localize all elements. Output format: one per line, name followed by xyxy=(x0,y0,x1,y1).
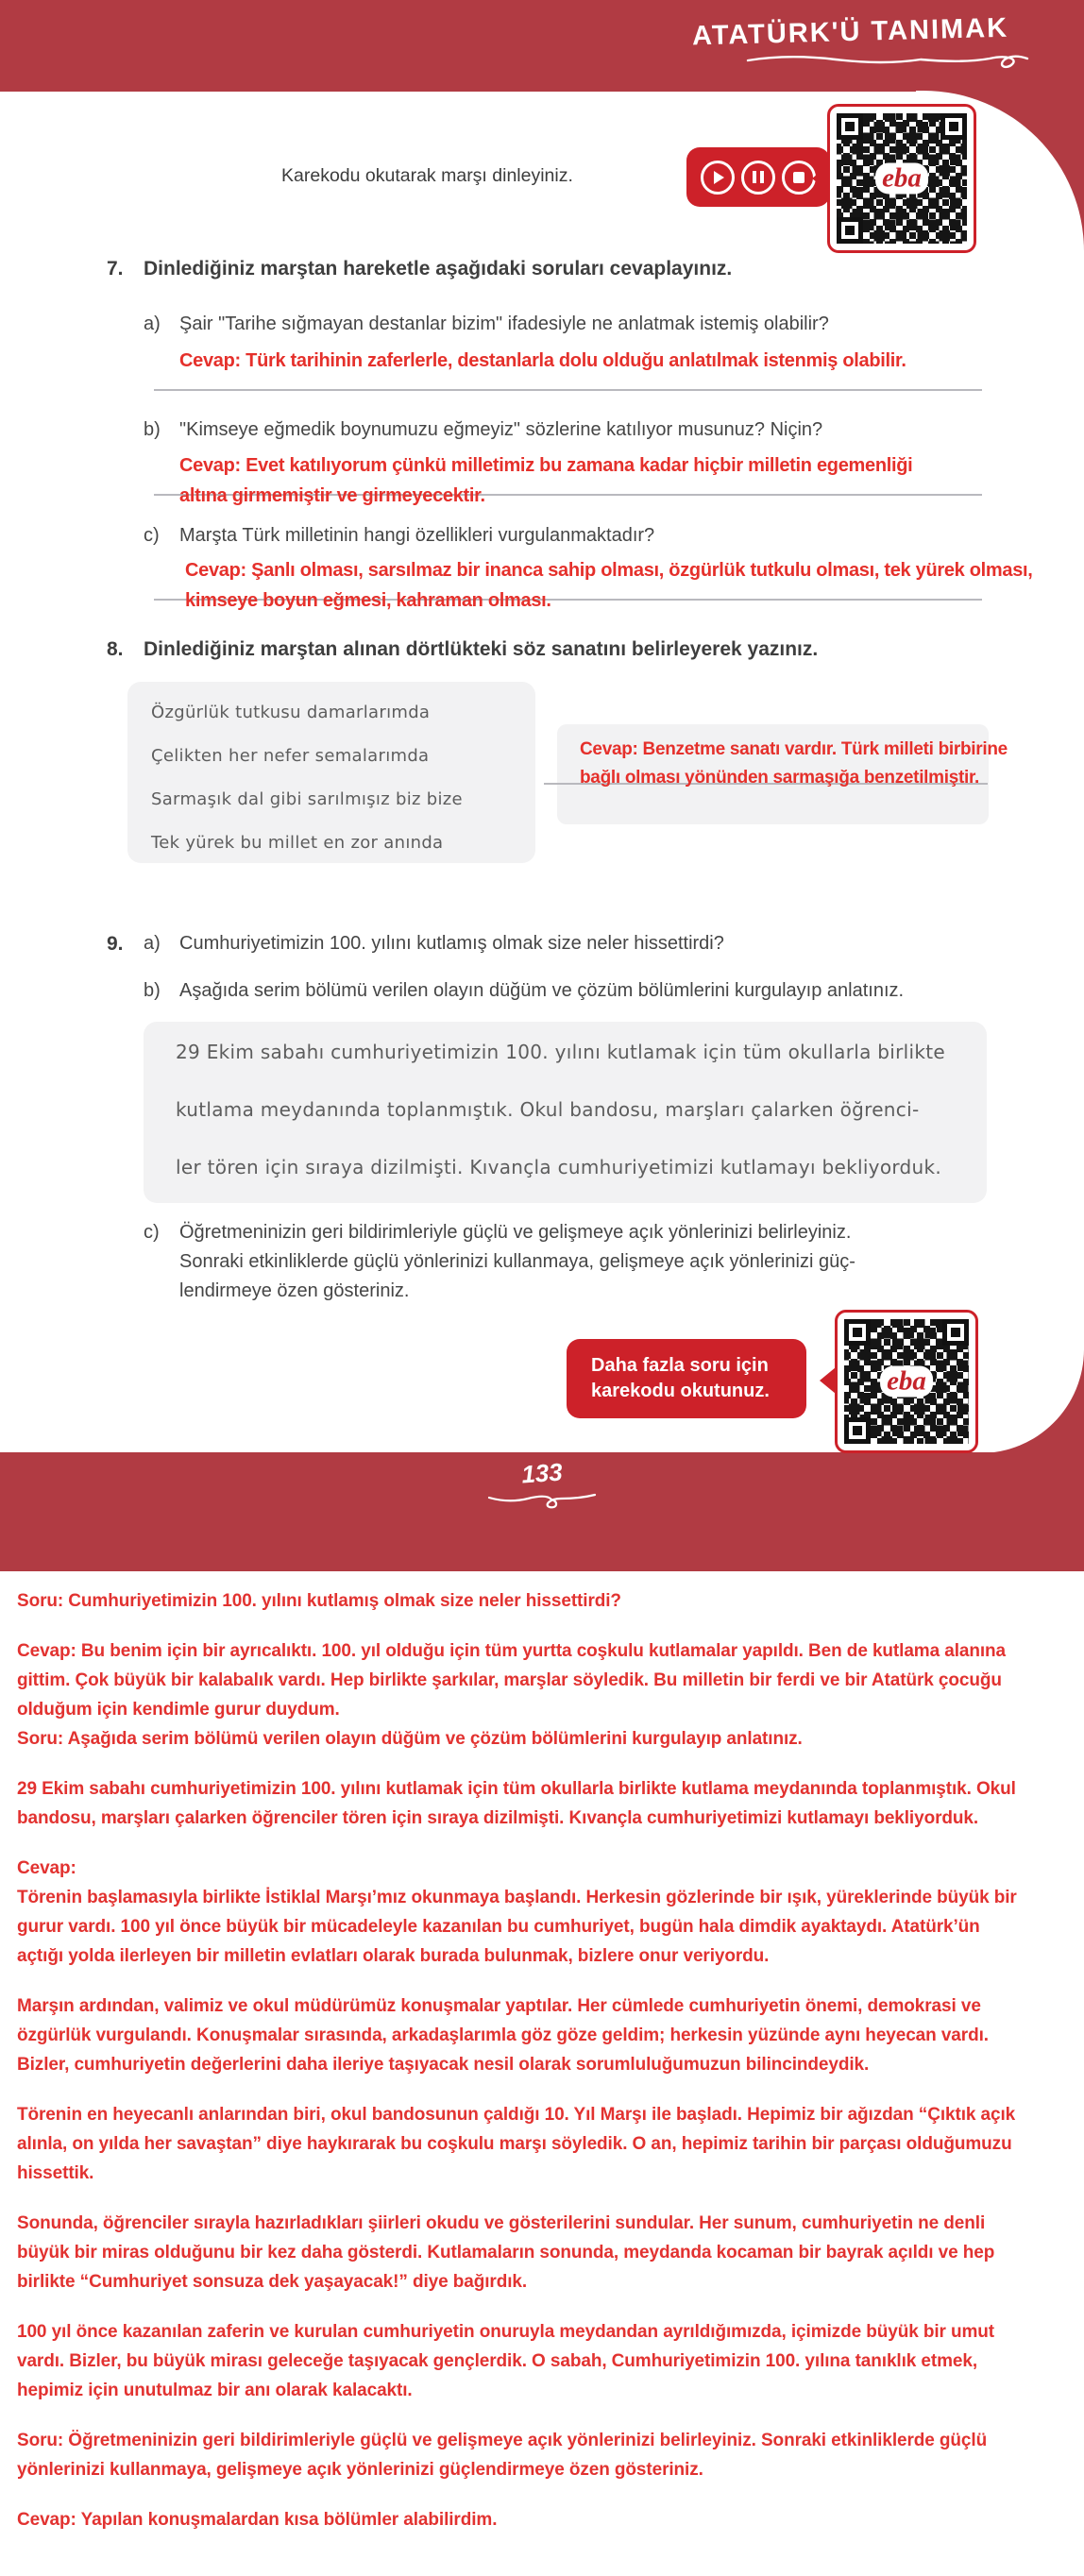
answer-paragraph: 29 Ekim sabahı cumhuriyetimizin 100. yılını kutlamak için tüm okullarla birlikte kutlama meydanında toplanmıştık. Okul bandosu, marşları çalarken öğrenciler tören için sıraya dizilmişti. Kıvançla cumhuriyetimizi kutlamayı bekliyorduk. xyxy=(17,1779,1016,1828)
pause-icon xyxy=(753,171,764,183)
q8-text: Dinlediğiniz marştan alınan dörtlükteki söz sanatını belirleyerek yazınız. xyxy=(144,638,819,660)
footer-band xyxy=(0,1452,1084,1571)
serim-line: ler tören için sıraya dizilmişti. Kıvançla cumhuriyetimizi kutlamayı bekliyorduk. xyxy=(176,1156,942,1178)
q7c-question: Marşta Türk milletinin hangi özellikleri vurgulanmaktadır? xyxy=(179,525,655,546)
answer-paragraph: Marşın ardından, valimiz ve okul müdürümüz konuşmalar yaptılar. Her cümlede cumhuriyetin önemi, demokrasi ve özgürlük vurgulandı. Konuşmalar sırasında, arkadaşlarımla göz göze geldim; herkesin yüzünde aynı heyecan vardı. Bizler, cumhuriyetin değerlerini daha ileriye taşıyacak nesil olarak sorumluluğumuzun bilincindeydik. xyxy=(17,1996,989,2075)
qr-pattern xyxy=(844,1319,969,1444)
pause-button[interactable] xyxy=(741,161,775,195)
answer-paragraph: Cevap: Yapılan konuşmalardan kısa bölümler alabilirdim. xyxy=(17,2510,498,2530)
eba-logo: eba xyxy=(875,163,928,195)
qr-pattern xyxy=(837,113,967,244)
poem-line: Özgürlük tutkusu damarlarımda xyxy=(151,703,431,722)
q9c-line2: Sonraki etkinliklerde güçlü yönlerinizi kullanmaya, gelişmeye açık yönlerinizi güç- xyxy=(179,1251,855,1272)
eba-logo: eba xyxy=(880,1366,933,1398)
play-button[interactable] xyxy=(701,161,735,195)
qr-finder-icon xyxy=(837,113,863,140)
answers-section xyxy=(0,1571,1084,2555)
stop-icon xyxy=(793,172,805,183)
page-number: 133 xyxy=(520,1457,564,1489)
q7b-question: "Kimseye eğmedik boynumuzu eğmeyiz" sözlerine katılıyor musunuz? Niçin? xyxy=(179,419,823,440)
qr-code-listen xyxy=(827,104,976,253)
q7b-label: b) xyxy=(144,419,161,440)
q9a-label: a) xyxy=(144,933,161,954)
answer-paragraph: Cevap: Bu benim için bir ayrıcalıktı. 100. yıl olduğu için tüm yurtta coşkulu kutlamalar yapıldı. Ben de kutlama alanına gittim. Çok büyük bir kalabalık vardı. Hep birlikte şarkılar, marşlar söyledik. Bu milletin bir ferdi ve bir Atatürk çocuğu olduğum için kendimle gurur duydum. xyxy=(17,1641,1007,1720)
qr-finder-icon xyxy=(837,217,863,244)
qr-finder-icon xyxy=(844,1417,871,1444)
qr-code-more-questions xyxy=(835,1310,978,1453)
q7a-question: Şair "Tarihe sığmayan destanlar bizim" ifadesiyle ne anlatmak istemiş olabilir? xyxy=(179,314,829,334)
q9-number: 9. xyxy=(107,933,124,955)
answer-paragraph: Soru: Aşağıda serim bölümü verilen olayın düğüm ve çözüm bölümlerini kurgulayıp anlatınız. xyxy=(17,1729,803,1749)
answer-paragraph: 100 yıl önce kazanılan zaferin ve kurulan cumhuriyetin onuruyla meydandan ayrıldığımızda, içimizde büyük bir umut vardı. Bizler, bu büyük mirası geleceğe taşıyacak gençlerdik. O sabah, Cumhuriyetimizin 100. yılına tanıklık etmek, hepimiz için unutulmaz bir anı olarak kalacaktı. xyxy=(17,2322,995,2400)
qr-pointer-icon xyxy=(812,165,828,192)
qr-finder-icon xyxy=(940,113,967,140)
callout-line1: Daha fazla soru için xyxy=(591,1355,769,1376)
q9c-line1: Öğretmeninizin geri bildirimleriyle güçlü ve gelişmeye açık yönlerinizi belirleyiniz. xyxy=(179,1222,852,1243)
q7c-label: c) xyxy=(144,525,160,546)
qr-finder-icon xyxy=(942,1319,969,1346)
q9b-label: b) xyxy=(144,980,161,1001)
answer-line xyxy=(154,389,982,391)
q7a-label: a) xyxy=(144,314,161,334)
qr-finder-icon xyxy=(844,1319,871,1346)
serim-line: 29 Ekim sabahı cumhuriyetimizin 100. yılını kutlamak için tüm okullarla birlikte xyxy=(176,1041,946,1063)
serim-line: kutlama meydanında toplanmıştık. Okul bandosu, marşları çalarken öğrenci- xyxy=(176,1098,920,1121)
q7c-answer-line1: Cevap: Şanlı olması, sarsılmaz bir inanca sahip olması, özgürlük tutkulu olması, tek yürek olması, xyxy=(185,560,1033,581)
answer-paragraph: Törenin en heyecanlı anlarından biri, okul bandosunun çaldığı 10. Yıl Marşı ile başladı. Hepimiz bir ağızdan “Çıktık açık alınla, on yılda her savaştan” diye haykırarak bu coşkulu marşı söyledik. O an, hepimiz tarihin bir parçası olduğumuzu hissettik. xyxy=(17,2105,1016,2183)
q9b-question: Aşağıda serim bölümü verilen olayın düğüm ve çözüm bölümlerini kurgulayıp anlatınız. xyxy=(179,980,905,1001)
answer-paragraph: Soru: Cumhuriyetimizin 100. yılını kutlamış olmak size neler hissettirdi? xyxy=(17,1591,621,1611)
callout-line2: karekodu okutunuz. xyxy=(591,1381,770,1401)
q9c-label: c) xyxy=(144,1222,160,1243)
audio-player xyxy=(686,147,830,207)
poem-line: Çelikten her nefer semalarımda xyxy=(151,746,430,766)
play-icon xyxy=(714,171,724,184)
more-questions-callout xyxy=(567,1339,806,1418)
q7b-answer-line1: Cevap: Evet katılıyorum çünkü milletimiz bu zamana kadar hiçbir milletin egemenliği xyxy=(179,455,913,476)
q7b-answer-line2: altına girmemiştir ve girmeyecektir. xyxy=(179,485,485,506)
q8-number: 8. xyxy=(107,638,124,660)
poem-line: Tek yürek bu millet en zor anında xyxy=(151,833,444,853)
unit-title: ATATÜRK'Ü TANIMAK xyxy=(691,12,1009,52)
page-number-squiggle-icon xyxy=(485,1490,599,1515)
q7c-answer-line2: kimseye boyun eğmesi, kahraman olması. xyxy=(185,590,551,611)
q9a-question: Cumhuriyetimizin 100. yılını kutlamış olmak size neler hissettirdi? xyxy=(179,933,724,954)
q9c-line3: lendirmeye özen gösteriniz. xyxy=(179,1280,410,1301)
answer-paragraph: Törenin başlamasıyla birlikte İstiklal Marşı’mız okunmaya başlandı. Herkesin gözlerinde bir ışık, yüreklerinde büyük bir gurur vardı. 100 yıl önce büyük bir mücadeleyle kazanılan bu cumhuriyet, bugün hala dimdik ayaktaydı. Atatürk’ün açtığı yolda ilerleyen bir milletin evlatları olarak burada bulunmak, bizlere onur veriyordu. xyxy=(17,1888,1017,1966)
q8-answer-line2: bağlı olması yönünden sarmaşığa benzetilmiştir. xyxy=(580,768,980,788)
q8-answer-line1: Cevap: Benzetme sanatı vardır. Türk milleti birbirine xyxy=(580,739,1008,759)
answer-paragraph: Cevap: xyxy=(17,1858,76,1878)
q7a-answer: Cevap: Türk tarihinin zaferlerle, destanlarla dolu olduğu anlatılmak istenmiş olabilir. xyxy=(179,350,906,371)
title-underline-squiggle-icon xyxy=(746,51,1029,76)
answer-paragraph: Sonunda, öğrenciler sırayla hazırladıkları şiirleri okudu ve gösterilerini sundular. Her sunum, cumhuriyetin ne denli büyük bir miras olduğunu bir kez daha gösterdi. Kutlamaların sonunda, meydanda kocaman bir bayrak açıldı ve hep birlikte “Cumhuriyet sonsuza dek yaşayacak!” diye bağırdık. xyxy=(17,2213,995,2292)
q7-number: 7. xyxy=(107,258,124,280)
audio-instruction: Karekodu okutarak marşı dinleyiniz. xyxy=(281,165,573,186)
q7-text: Dinlediğiniz marştan hareketle aşağıdaki soruları cevaplayınız. xyxy=(144,258,733,280)
answer-paragraph: Soru: Öğretmeninizin geri bildirimleriyle güçlü ve gelişmeye açık yönlerinizi belirleyiniz. Sonraki etkinliklerde güçlü yönlerinizi kullanmaya, gelişmeye açık yönlerinizi güçlendirmeye özen gösteriniz. xyxy=(17,2431,988,2480)
stop-button[interactable] xyxy=(782,161,816,195)
qr-pointer-icon xyxy=(820,1367,836,1394)
poem-line: Sarmaşık dal gibi sarılmışız biz bize xyxy=(151,789,463,809)
